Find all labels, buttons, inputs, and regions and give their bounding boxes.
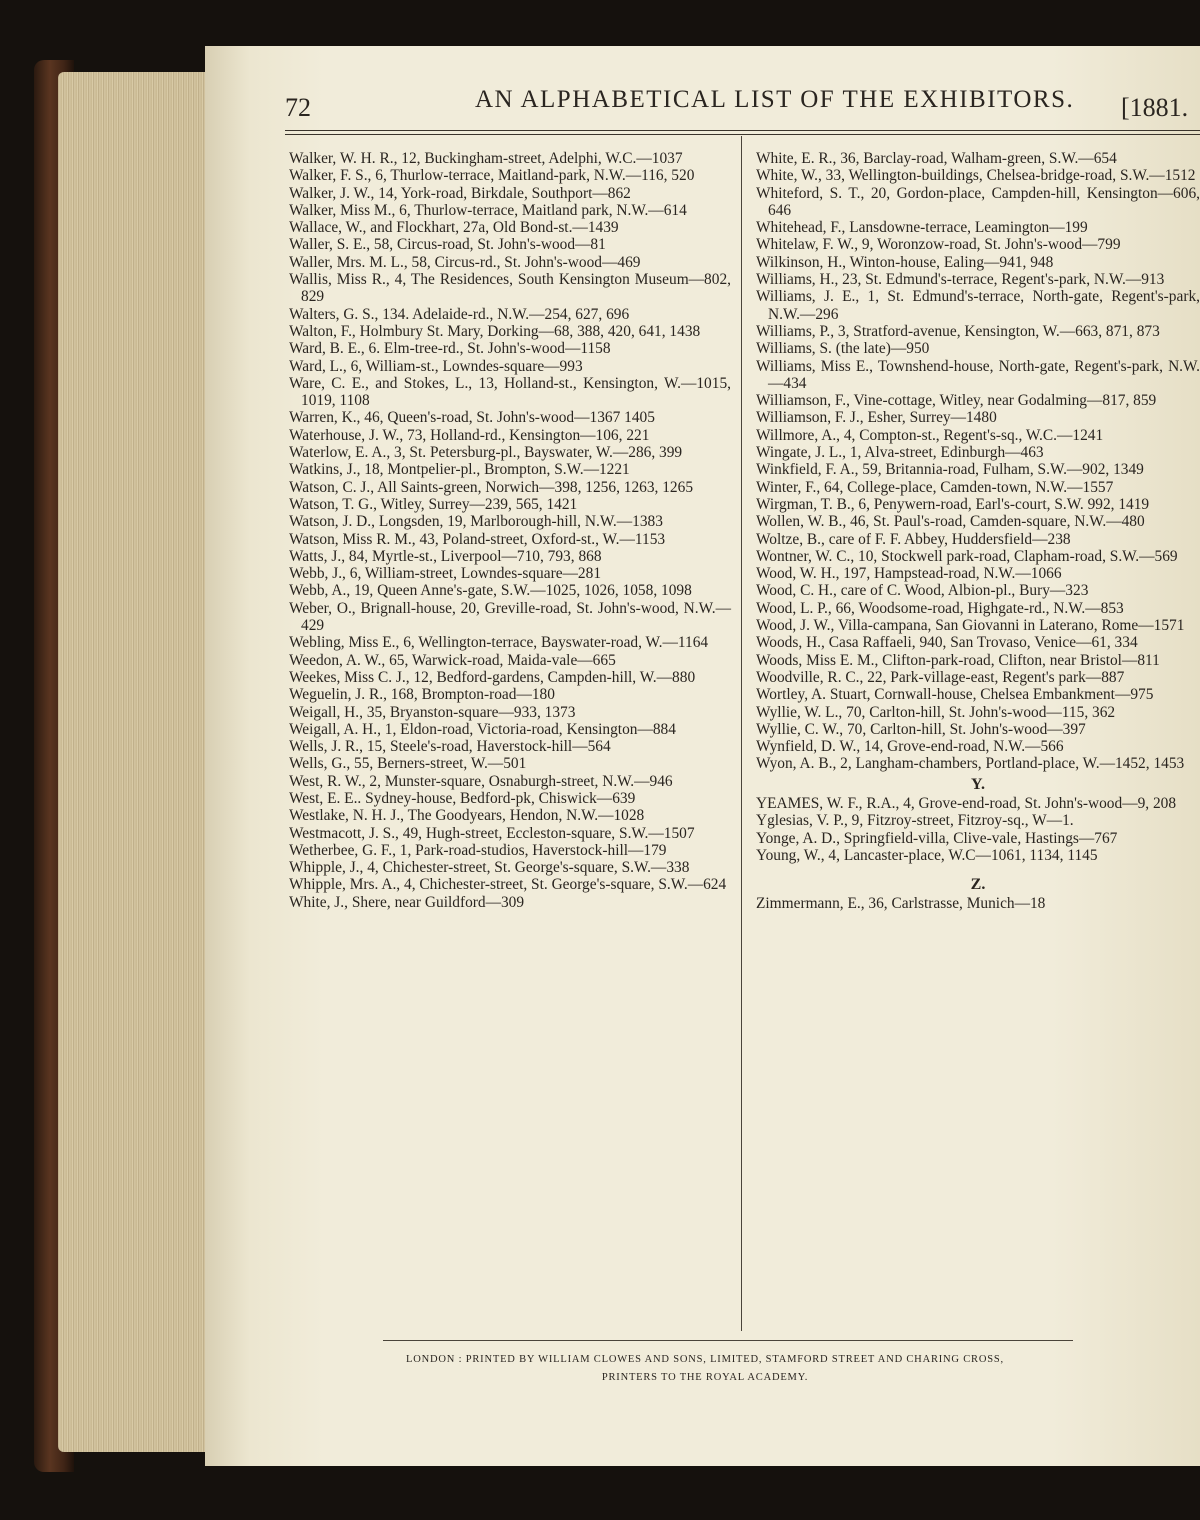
exhibitor-entry: Watson, J. D., Longsden, 19, Marlborough-hill, N.W.—1383 — [289, 513, 663, 531]
exhibitor-entry: Wontner, W. C., 10, Stockwell park-road, Clapham-road, S.W.—569 — [756, 547, 1178, 565]
exhibitor-entry: Waller, Mrs. M. L., 58, Circus-rd., St. John's-wood—469 — [289, 253, 641, 271]
exhibitor-entry: Weekes, Miss C. J., 12, Bedford-gardens, Campden-hill, W.—880 — [289, 668, 696, 686]
header-rule-top — [285, 130, 1200, 131]
exhibitor-entry: White, E. R., 36, Barclay-road, Walham-green, S.W.—654 — [756, 150, 1117, 167]
exhibitor-entry: Ward, B. E., 6. Elm-tree-rd., St. John's-wood—1158 — [289, 340, 611, 358]
exhibitor-entry: Webb, A., 19, Queen Anne's-gate, S.W.—1025, 1026, 1058, 1098 — [289, 582, 692, 600]
right-column-z-entries — [756, 895, 1200, 912]
exhibitor-entry: Wortley, A. Stuart, Cornwall-house, Chelsea Embankment—975 — [756, 686, 1154, 704]
exhibitor-entry: Waterhouse, J. W., 73, Holland-rd., Kensington—106, 221 — [289, 426, 650, 444]
exhibitor-entry: Wetherbee, G. F., 1, Park-road-studios, Haverstock-hill—179 — [289, 841, 667, 859]
section-letter-z: Z. — [970, 876, 986, 894]
exhibitor-entry: Wood, C. H., care of C. Wood, Albion-pl., Bury—323 — [756, 582, 1089, 600]
exhibitor-entry: West, R. W., 2, Munster-square, Osnaburgh-street, N.W.—946 — [289, 772, 673, 790]
page-year: [1881. — [1121, 93, 1189, 122]
exhibitor-entry: Ward, L., 6, William-st., Lowndes-square—993 — [289, 357, 583, 375]
exhibitor-entry: Warren, K., 46, Queen's-road, St. John's-wood—1367 1405 — [289, 409, 655, 427]
exhibitor-entry: Whipple, Mrs. A., 4, Chichester-street, St. George's-square, S.W.—624 — [289, 876, 727, 894]
right-column-y-entries — [756, 795, 1200, 864]
page-title: AN ALPHABETICAL LIST OF THE EXHIBITORS. — [475, 86, 1075, 113]
exhibitor-entry: Wyllie, C. W., 70, Carlton-hill, St. John's-wood—397 — [756, 720, 1086, 738]
exhibitor-entry: Wallace, W., and Flockhart, 27a, Old Bond-st.—1439 — [289, 219, 619, 237]
exhibitor-entry: Westlake, N. H. J., The Goodyears, Hendon, N.W.—1028 — [289, 807, 645, 825]
exhibitor-entry: Woods, Miss E. M., Clifton-park-road, Clifton, near Bristol—811 — [756, 651, 1160, 669]
exhibitor-entry: Watson, T. G., Witley, Surrey—239, 565, 1421 — [289, 495, 578, 513]
exhibitor-entry: Weigall, A. H., 1, Eldon-road, Victoria-road, Kensington—884 — [289, 720, 676, 738]
page-edges — [58, 72, 218, 1452]
exhibitor-entry: Watson, C. J., All Saints-green, Norwich—398, 1256, 1263, 1265 — [289, 478, 694, 496]
column-divider — [741, 136, 742, 1331]
exhibitor-entry: Wood, J. W., Villa-campana, San Giovanni in Laterano, Rome—1571 — [756, 617, 1185, 635]
exhibitor-entry: Wells, J. R., 15, Steele's-road, Haverstock-hill—564 — [289, 738, 611, 756]
right-column-w-entries — [756, 150, 1200, 773]
exhibitor-entry: Willmore, A., 4, Compton-st., Regent's-sq., W.C.—1241 — [756, 426, 1104, 444]
exhibitor-entry: Wood, L. P., 66, Woodsome-road, Highgate-rd., N.W.—853 — [756, 599, 1124, 617]
book-page — [205, 46, 1200, 1466]
exhibitor-entry: Winter, F., 64, College-place, Camden-town, N.W.—1557 — [756, 478, 1114, 496]
exhibitor-entry: Webb, J., 6, William-street, Lowndes-square—281 — [289, 565, 602, 583]
exhibitor-entry: West, E. E.. Sydney-house, Bedford-pk, Chiswick—639 — [289, 789, 636, 807]
exhibitor-entry: Watson, Miss R. M., 43, Poland-street, Oxford-st., W.—1153 — [289, 530, 666, 548]
exhibitor-entry: Wollen, W. B., 46, St. Paul's-road, Camden-square, N.W.—480 — [756, 513, 1145, 531]
exhibitor-entry: Watts, J., 84, Myrtle-st., Liverpool—710, 793, 868 — [289, 547, 602, 565]
exhibitor-entry: Weber, O., Brignall-house, 20, Greville-road, St. John's-wood, N.W.—429 — [289, 599, 731, 635]
exhibitor-entry: Walker, F. S., 6, Thurlow-terrace, Maitland-park, N.W.—116, 520 — [289, 167, 695, 185]
exhibitor-entry: White, W., 33, Wellington-buildings, Chelsea-bridge-road, S.W.—1512 — [756, 167, 1196, 185]
exhibitor-entry: Whipple, J., 4, Chichester-street, St. George's-square, S.W.—338 — [289, 859, 690, 877]
exhibitor-entry: Woltze, B., care of F. F. Abbey, Huddersfield—238 — [756, 530, 1071, 548]
exhibitor-entry: Williams, S. (the late)—950 — [756, 340, 930, 358]
exhibitor-entry: Yglesias, V. P., 9, Fitzroy-street, Fitzroy-sq., W—1. — [756, 812, 1074, 830]
exhibitor-entry: White, J., Shere, near Guildford—309 — [289, 893, 525, 911]
exhibitor-entry: Wood, W. H., 197, Hampstead-road, N.W.—1066 — [756, 565, 1062, 583]
exhibitor-entry: Whiteford, S. T., 20, Gordon-place, Campden-hill, Kensington—606, 646 — [756, 184, 1200, 219]
imprint-line-1: LONDON : PRINTED BY WILLIAM CLOWES AND SONS, LIMITED, STAMFORD STREET AND CHARING CROSS, — [406, 1354, 1004, 1365]
exhibitor-entry: Williams, H., 23, St. Edmund's-terrace, Regent's-park, N.W.—913 — [756, 271, 1165, 289]
exhibitor-entry: Wyon, A. B., 2, Langham-chambers, Portland-place, W.—1452, 1453 — [756, 755, 1185, 773]
header-rule-bottom — [285, 134, 1200, 135]
footer-rule — [383, 1340, 1073, 1341]
page-number: 72 — [285, 93, 311, 122]
exhibitor-entry: Woodville, R. C., 22, Park-village-east, Regent's park—887 — [756, 668, 1125, 686]
exhibitor-entry: Wallis, Miss R., 4, The Residences, South Kensington Museum—802, 829 — [289, 271, 731, 306]
right-column — [756, 150, 1200, 913]
exhibitor-entry: Walters, G. S., 134. Adelaide-rd., N.W.—254, 627, 696 — [289, 305, 630, 323]
running-head — [205, 46, 1200, 136]
exhibitor-entry: Zimmermann, E., 36, Carlstrasse, Munich—18 — [756, 895, 1046, 913]
exhibitor-entry: Williams, J. E., 1, St. Edmund's-terrace, North-gate, Regent's-park, N.W.—296 — [756, 288, 1200, 323]
exhibitor-entry: Waterlow, E. A., 3, St. Petersburg-pl., Bayswater, W.—286, 399 — [289, 444, 683, 462]
exhibitor-entry: Wirgman, T. B., 6, Penywern-road, Earl's-court, S.W. 992, 1419 — [756, 495, 1150, 513]
left-column — [289, 150, 731, 911]
exhibitor-entry: Weguelin, J. R., 168, Brompton-road—180 — [289, 686, 555, 704]
exhibitor-entry: Waller, S. E., 58, Circus-road, St. John's-wood—81 — [289, 236, 606, 254]
exhibitor-entry: Williams, P., 3, Stratford-avenue, Kensington, W.—663, 871, 873 — [756, 322, 1160, 340]
exhibitor-entry: Wilkinson, H., Winton-house, Ealing—941, 948 — [756, 253, 1054, 271]
exhibitor-entry: Walker, Miss M., 6, Thurlow-terrace, Maitland park, N.W.—614 — [289, 201, 687, 219]
exhibitor-entry: Wells, G., 55, Berners-street, W.—501 — [289, 755, 527, 773]
exhibitor-entry: Wingate, J. L., 1, Alva-street, Edinburgh—463 — [756, 444, 1044, 462]
exhibitor-entry: Williamson, F., Vine-cottage, Witley, near Godalming—817, 859 — [756, 392, 1157, 410]
exhibitor-entry: Wynfield, D. W., 14, Grove-end-road, N.W.—566 — [756, 738, 1064, 756]
exhibitor-entry: Whitelaw, F. W., 9, Woronzow-road, St. John's-wood—799 — [756, 236, 1121, 254]
exhibitor-entry: Walker, W. H. R., 12, Buckingham-street, Adelphi, W.C.—1037 — [289, 150, 683, 167]
exhibitor-entry: Whitehead, F., Lansdowne-terrace, Leamington—199 — [756, 219, 1088, 237]
exhibitor-entry: Williams, Miss E., Townshend-house, North-gate, Regent's-park, N.W.—434 — [756, 357, 1200, 392]
exhibitor-entry: YEAMES, W. F., R.A., 4, Grove-end-road, St. John's-wood—9, 208 — [756, 794, 1177, 812]
exhibitor-entry: Weedon, A. W., 65, Warwick-road, Maida-vale—665 — [289, 651, 616, 669]
section-letter-y: Y. — [970, 775, 986, 793]
exhibitor-entry: Yonge, A. D., Springfield-villa, Clive-vale, Hastings—767 — [756, 829, 1118, 847]
exhibitor-entry: Woods, H., Casa Raffaeli, 940, San Trovaso, Venice—61, 334 — [756, 634, 1138, 652]
exhibitor-entry: Wyllie, W. L., 70, Carlton-hill, St. John's-wood—115, 362 — [756, 703, 1116, 721]
exhibitor-entry: Walker, J. W., 14, York-road, Birkdale, Southport—862 — [289, 184, 631, 202]
exhibitor-entry: Ware, C. E., and Stokes, L., 13, Holland-st., Kensington, W.—1015, 1019, 1108 — [289, 374, 731, 410]
imprint-line-2: PRINTERS TO THE ROYAL ACADEMY. — [601, 1372, 809, 1383]
exhibitor-entry: Winkfield, F. A., 59, Britannia-road, Fulham, S.W.—902, 1349 — [756, 461, 1144, 479]
exhibitor-entry: Young, W., 4, Lancaster-place, W.C—1061, 1134, 1145 — [756, 846, 1098, 864]
exhibitor-entry: Williamson, F. J., Esher, Surrey—1480 — [756, 409, 997, 427]
exhibitor-entry: Weigall, H., 35, Bryanston-square—933, 1373 — [289, 703, 576, 721]
exhibitor-entry: Westmacott, J. S., 49, Hugh-street, Eccleston-square, S.W.—1507 — [289, 824, 695, 842]
exhibitor-entry: Watkins, J., 18, Montpelier-pl., Brompton, S.W.—1221 — [289, 461, 630, 479]
exhibitor-entry: Walton, F., Holmbury St. Mary, Dorking—68, 388, 420, 641, 1438 — [289, 322, 701, 340]
exhibitor-entry: Webling, Miss E., 6, Wellington-terrace, Bayswater-road, W.—1164 — [289, 634, 709, 652]
